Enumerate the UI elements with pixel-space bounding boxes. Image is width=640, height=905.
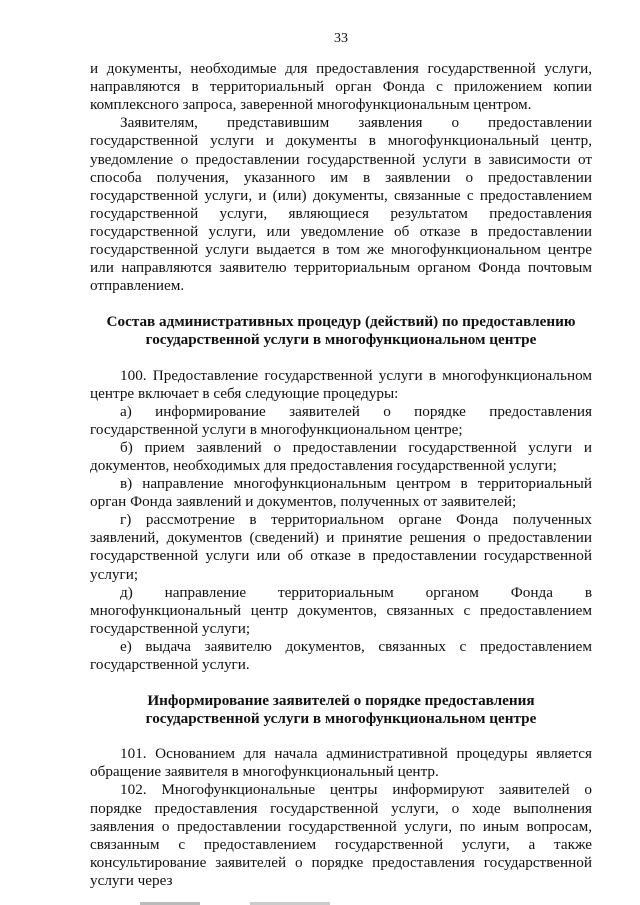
heading-line: государственной услуги в многофункциональном центре	[145, 331, 537, 349]
heading-line: Информирование заявителей о порядке предоставления	[147, 692, 535, 710]
document-page	[90, 30, 592, 890]
page-number: 33	[334, 31, 348, 46]
list-item: е) выдача заявителю документов, связанных с предоставлением государственной услуги.	[90, 637, 592, 673]
paragraph-notification: Заявителям, представившим заявления о предоставлении государственной услуги и документы в многофункциональный центр, уведомление о предоставлении государственной услуги в зависимости от способа получения, указанного им в заявлении о предоставлении государственной услуги, и (или) документы, связанные с предоставлением государственной услуги, являющиеся результатом предоставления государственной услуги, или уведомление об отказе в предоставлении государственной услуги выдается в том же многофункциональном центре или направляются заявителю территориальным органом Фонда почтовым отправлением.	[90, 114, 592, 295]
paragraph-continuation: и документы, необходимые для предоставления государственной услуги, направляются в территориальный орган Фонда с приложением копии комплексного запроса, заверенной многофункциональным центром.	[90, 60, 592, 114]
list-item: д) направление территориальным органом Фонда в многофункциональный центр документов, связанных с предоставлением государственной услуги;	[90, 583, 592, 637]
paragraph-102: 102. Многофункциональные центры информируют заявителей о порядке предоставления государственной услуги, о ходе выполнения заявления о предоставлении государственной услуги, по иным вопросам, связанным с предоставлением государственной услуги, а также консультирование заявителей о порядке предоставления государственной услуги через	[90, 781, 592, 889]
section-heading-informing	[90, 692, 592, 728]
paragraph-100: 100. Предоставление государственной услуги в многофункциональном центре включает в себя следующие процедуры:	[90, 366, 592, 402]
list-item: в) направление многофункциональным центром в территориальный орган Фонда заявлений и документов, полученных от заявителей;	[90, 475, 592, 511]
paragraph-101: 101. Основанием для начала административной процедуры является обращение заявителя в многофункциональный центр.	[90, 745, 592, 781]
section-heading-procedures	[90, 313, 592, 349]
list-item: г) рассмотрение в территориальном органе Фонда полученных заявлений, документов (сведений) и принятие решения о предоставлении государственной услуги или об отказе в предоставлении государственной услуги;	[90, 511, 592, 583]
list-item: б) прием заявлений о предоставлении государственной услуги и документов, необходимых для предоставления государственной услуги;	[90, 438, 592, 474]
list-item: а) информирование заявителей о порядке предоставления государственной услуги в многофункциональном центре;	[90, 402, 592, 438]
heading-line: государственной услуги в многофункциональном центре	[145, 710, 537, 728]
heading-line: Состав административных процедур (действий) по предоставлению	[106, 313, 576, 331]
